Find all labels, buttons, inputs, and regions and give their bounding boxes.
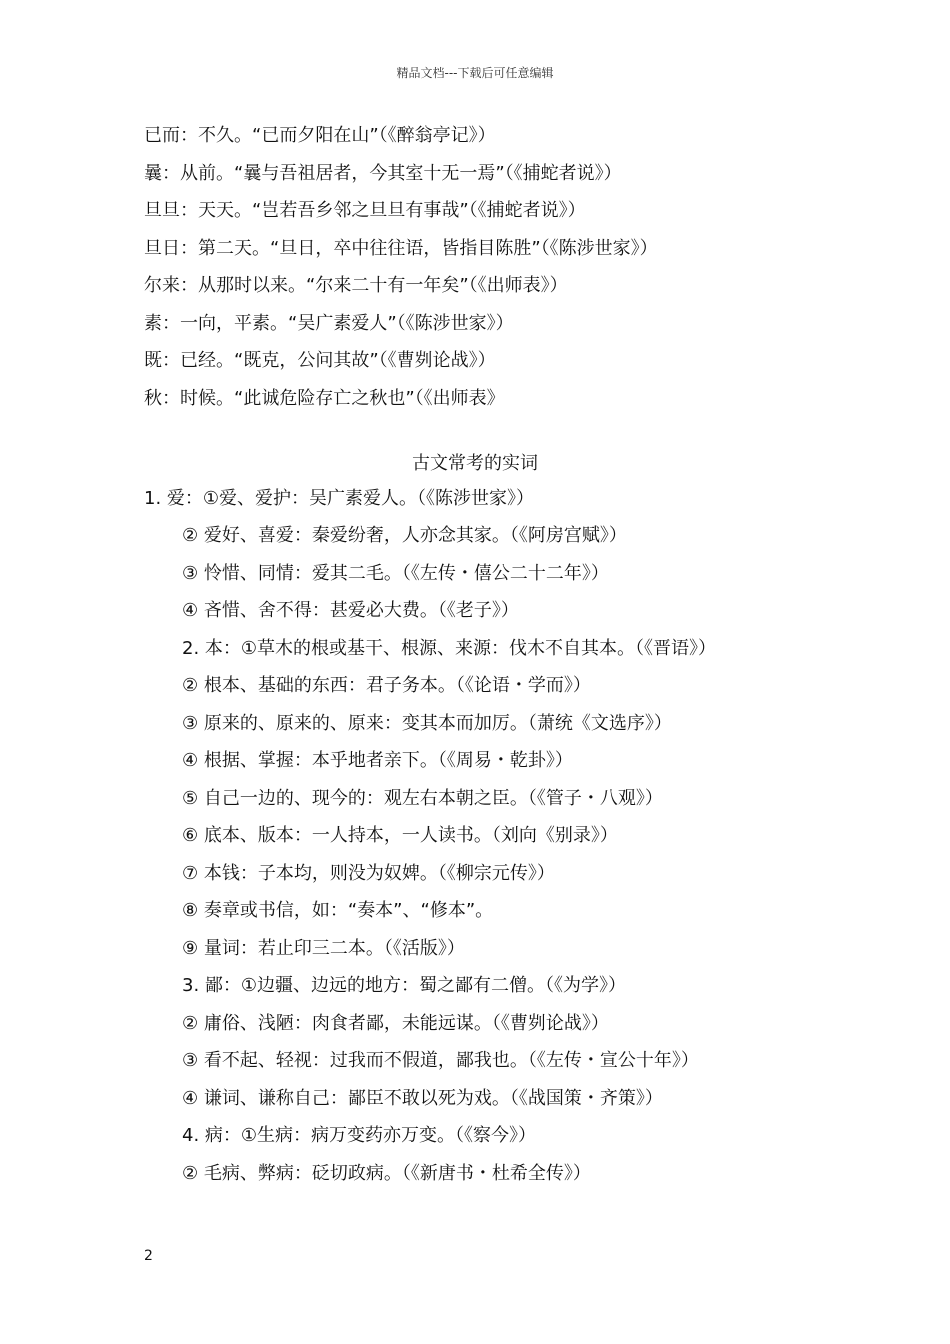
list-item: ② 毛病、弊病：砭切政病。（《新唐书・杜希全传》）: [182, 1163, 591, 1184]
list-item: 尔来：从那时以来。“尔来二十有一年矣”（《出师表》）: [144, 275, 568, 296]
list-item: ② 根本、基础的东西：君子务本。（《论语・学而》）: [182, 675, 591, 696]
list-item: 2. 本：①草木的根或基干、根源、来源：伐木不自其本。（《晋语》）: [182, 638, 717, 659]
list-item: ⑤ 自己一边的、现今的：观左右本朝之臣。（《管子・八观》）: [182, 788, 663, 809]
list-item: ④ 谦词、谦称自己：鄙臣不敢以死为戏。（《战国策・齐策》）: [182, 1088, 663, 1109]
list-item: ③ 看不起、轻视：过我而不假道，鄙我也。（《左传・宣公十年》）: [182, 1050, 699, 1071]
list-item: 曩：从前。“曩与吾祖居者，今其室十无一焉”（《捕蛇者说》）: [144, 163, 622, 184]
list-item: ④ 吝惜、舍不得：甚爱必大费。（《老子》）: [182, 600, 519, 621]
page-header: 精品文档---下载后可任意编辑: [396, 66, 554, 80]
list-item: 旦日：第二天。“旦日，卒中往往语，皆指目陈胜”（《陈涉世家》）: [144, 238, 658, 259]
list-item: 素：一向，平素。“吴广素爱人”（《陈涉世家》）: [144, 313, 514, 334]
list-item: 已而：不久。“已而夕阳在山”（《醉翁亭记》）: [144, 125, 496, 146]
list-item: ⑨ 量词：若止印三二本。（《活版》）: [182, 938, 465, 959]
list-item: 4. 病：①生病：病万变药亦万变。（《察今》）: [182, 1125, 537, 1146]
list-item: ③ 原来的、原来的、原来：变其本而加厉。（萧统《文选序》）: [182, 713, 672, 734]
list-item: ③ 怜惜、同情：爱其二毛。（《左传・僖公二十二年》）: [182, 563, 609, 584]
list-item: ② 爱好、喜爱：秦爱纷奢，人亦念其家。（《阿房宫赋》）: [182, 525, 627, 546]
list-item: ② 庸俗、浅陋：肉食者鄙，未能远谋。（《曹刿论战》）: [182, 1013, 609, 1034]
list-item: 既：已经。“既克，公问其故”（《曹刿论战》）: [144, 350, 496, 371]
list-item: ⑥ 底本、版本：一人持本，一人读书。（刘向《别录》）: [182, 825, 618, 846]
list-item: 1. 爱：①爱、爱护：吴广素爱人。（《陈涉世家》）: [144, 488, 535, 509]
list-item: ⑦ 本钱：子本均，则没为奴婢。（《柳宗元传》）: [182, 863, 555, 884]
list-item: 秋：时候。“此诚危险存亡之秋也”（《出师表》: [144, 388, 505, 409]
section-title: 古文常考的实词: [412, 453, 538, 474]
list-item: ④ 根据、掌握：本乎地者亲下。（《周易・乾卦》）: [182, 750, 573, 771]
list-item: 3. 鄙：①边疆、边远的地方：蜀之鄙有二僧。（《为学》）: [182, 975, 627, 996]
page-number: 2: [144, 1248, 153, 1264]
list-item: ⑧ 奏章或书信，如：“奏本”、“修本”。: [182, 900, 494, 921]
list-item: 旦旦：天天。“岂若吾乡邻之旦旦有事哉”（《捕蛇者说》）: [144, 200, 586, 221]
